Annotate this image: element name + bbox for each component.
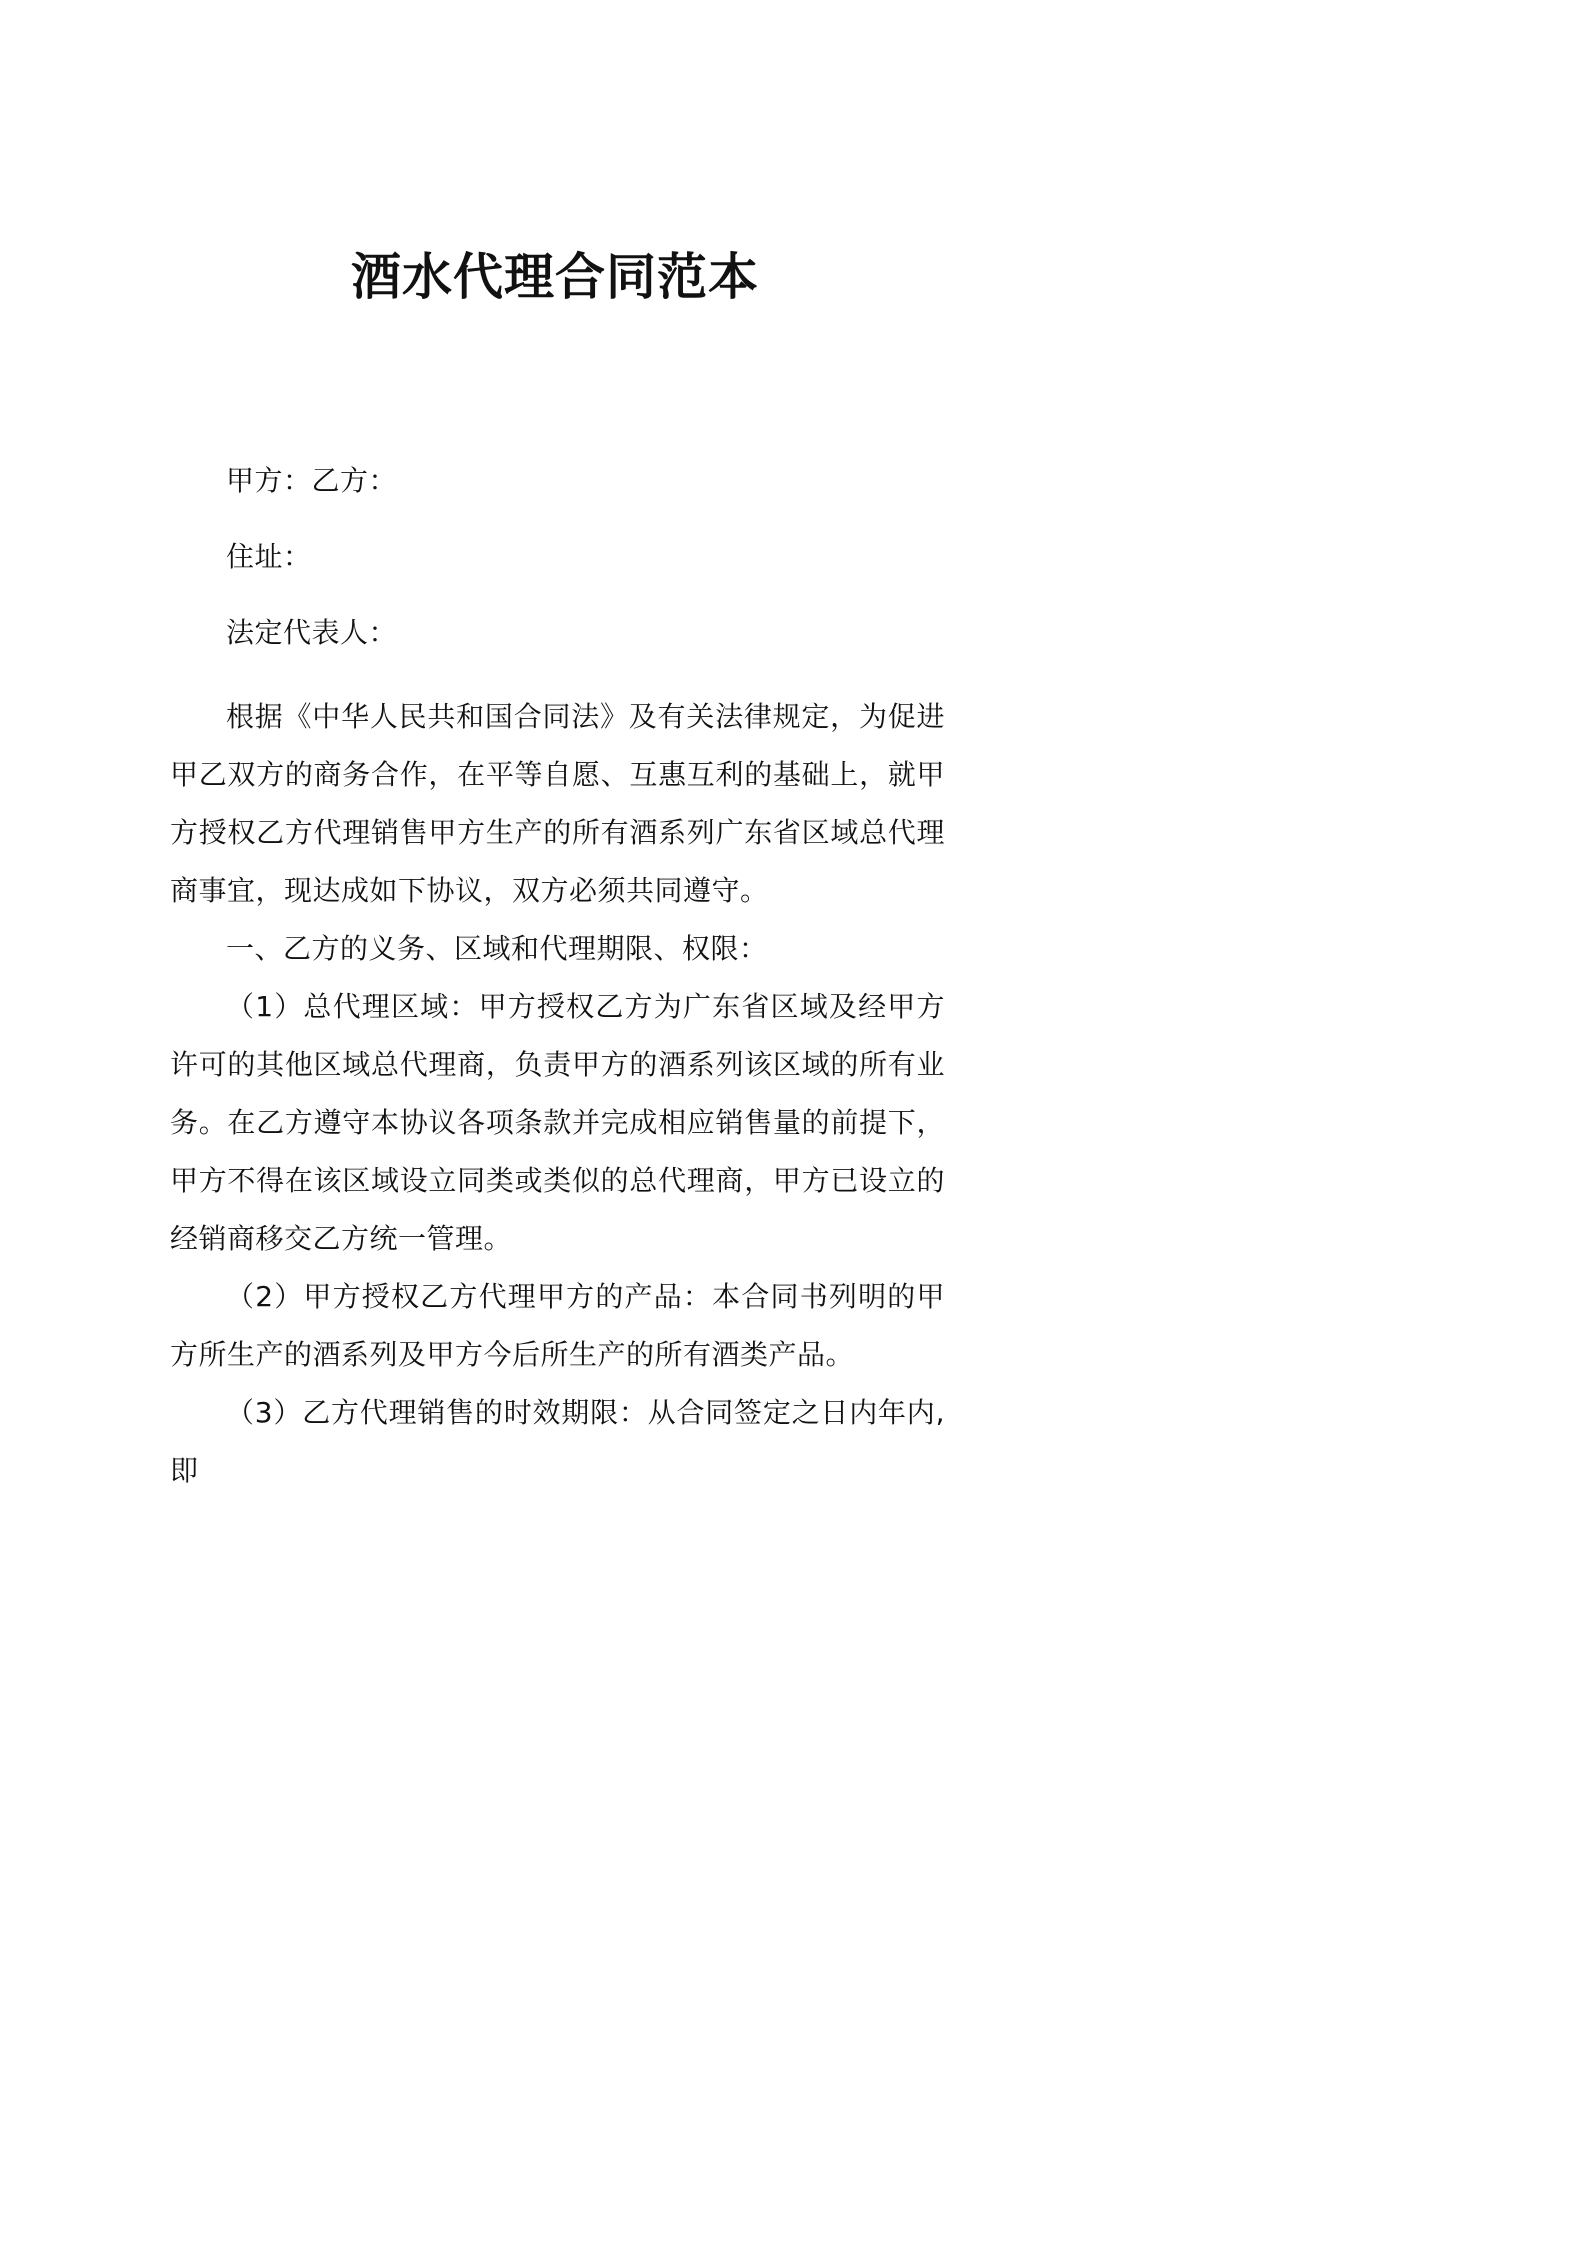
preamble-paragraph: 根据《中华人民共和国合同法》及有关法律规定，为促进甲乙双方的商务合作，在平等自愿、互惠互利的基础上，就甲方授权乙方代理销售甲方生产的所有酒系列广东省区域总代理商事宜，现达成如下协议，双方必须共同遵守。 (170, 700, 945, 907)
contract-body (170, 688, 945, 1500)
section-heading-1: 一、乙方的义务、区域和代理期限、权限： (226, 932, 768, 965)
document-title: 酒水代理合同范本 (351, 248, 759, 306)
clause-2-authorized-products: （2）甲方授权乙方代理甲方的产品：本合同书列明的甲方所生产的酒系列及甲方今后所生产的所有酒类产品。 (170, 1280, 945, 1371)
legal-representative-field: 法定代表人： (226, 616, 398, 649)
address-block (170, 538, 945, 576)
clause-1-agency-region: （1）总代理区域：甲方授权乙方为广东省区域及经甲方许可的其他区域总代理商，负责甲方的酒系列该区域的所有业务。在乙方遵守本协议各项条款并完成相应销售量的前提下，甲方不得在该区域设立同类或类似的总代理商，甲方已设立的经销商移交乙方统一管理。 (170, 990, 945, 1255)
clause-3-agency-term: （3）乙方代理销售的时效期限：从合同签定之日内年内,即 (170, 1396, 945, 1487)
document-page (0, 0, 1110, 1571)
party-fields (170, 462, 945, 500)
address-field: 住址： (226, 540, 312, 573)
party-names-field: 甲方：乙方： (226, 464, 398, 497)
legal-rep-block (170, 614, 945, 652)
